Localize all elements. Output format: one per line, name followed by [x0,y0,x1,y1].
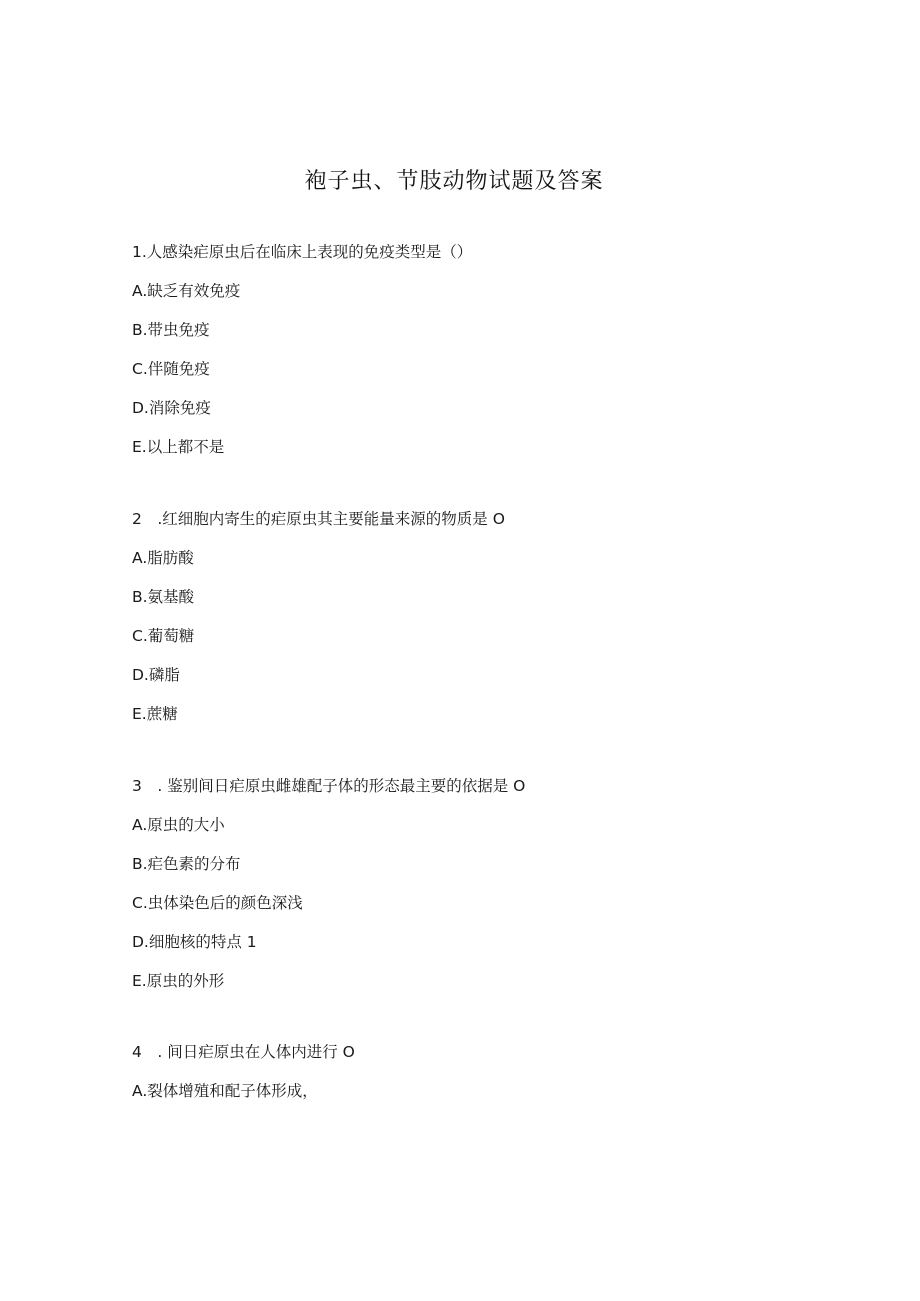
page-title: 袍子虫、节肢动物试题及答案 [304,169,604,194]
option-c: C.伴随免疫 [132,360,210,378]
option-d: D.消除免疫 [132,399,211,417]
question-stem: 2 .红细胞内寄生的疟原虫其主要能量来源的物质是 O [132,510,505,528]
option-e: E.蔗糖 [132,705,178,723]
question-stem: 4 . 间日疟原虫在人体内进行 O [132,1043,355,1061]
option-a: A.裂体增殖和配子体形成， [132,1082,318,1100]
question-stem: 1.人感染疟原虫后在临床上表现的免疫类型是（） [132,243,473,261]
option-b: B.氨基酸 [132,588,195,606]
option-d: D.磷脂 [132,666,180,684]
option-e: E.原虫的外形 [132,972,225,990]
option-a: A.缺乏有效免疫 [132,282,241,300]
option-a: A.脂肪酸 [132,549,194,567]
question-stem: 3 . 鉴别间日疟原虫雌雄配子体的形态最主要的依据是 O [132,777,526,795]
option-e: E.以上都不是 [132,438,225,456]
option-c: C.虫体染色后的颜色深浅 [132,894,303,912]
option-d: D.细胞核的特点 1 [132,933,257,951]
option-b: B.疟色素的分布 [132,855,241,873]
option-b: B.带虫免疫 [132,321,210,339]
option-c: C.葡萄糖 [132,627,195,645]
option-a: A.原虫的大小 [132,816,225,834]
